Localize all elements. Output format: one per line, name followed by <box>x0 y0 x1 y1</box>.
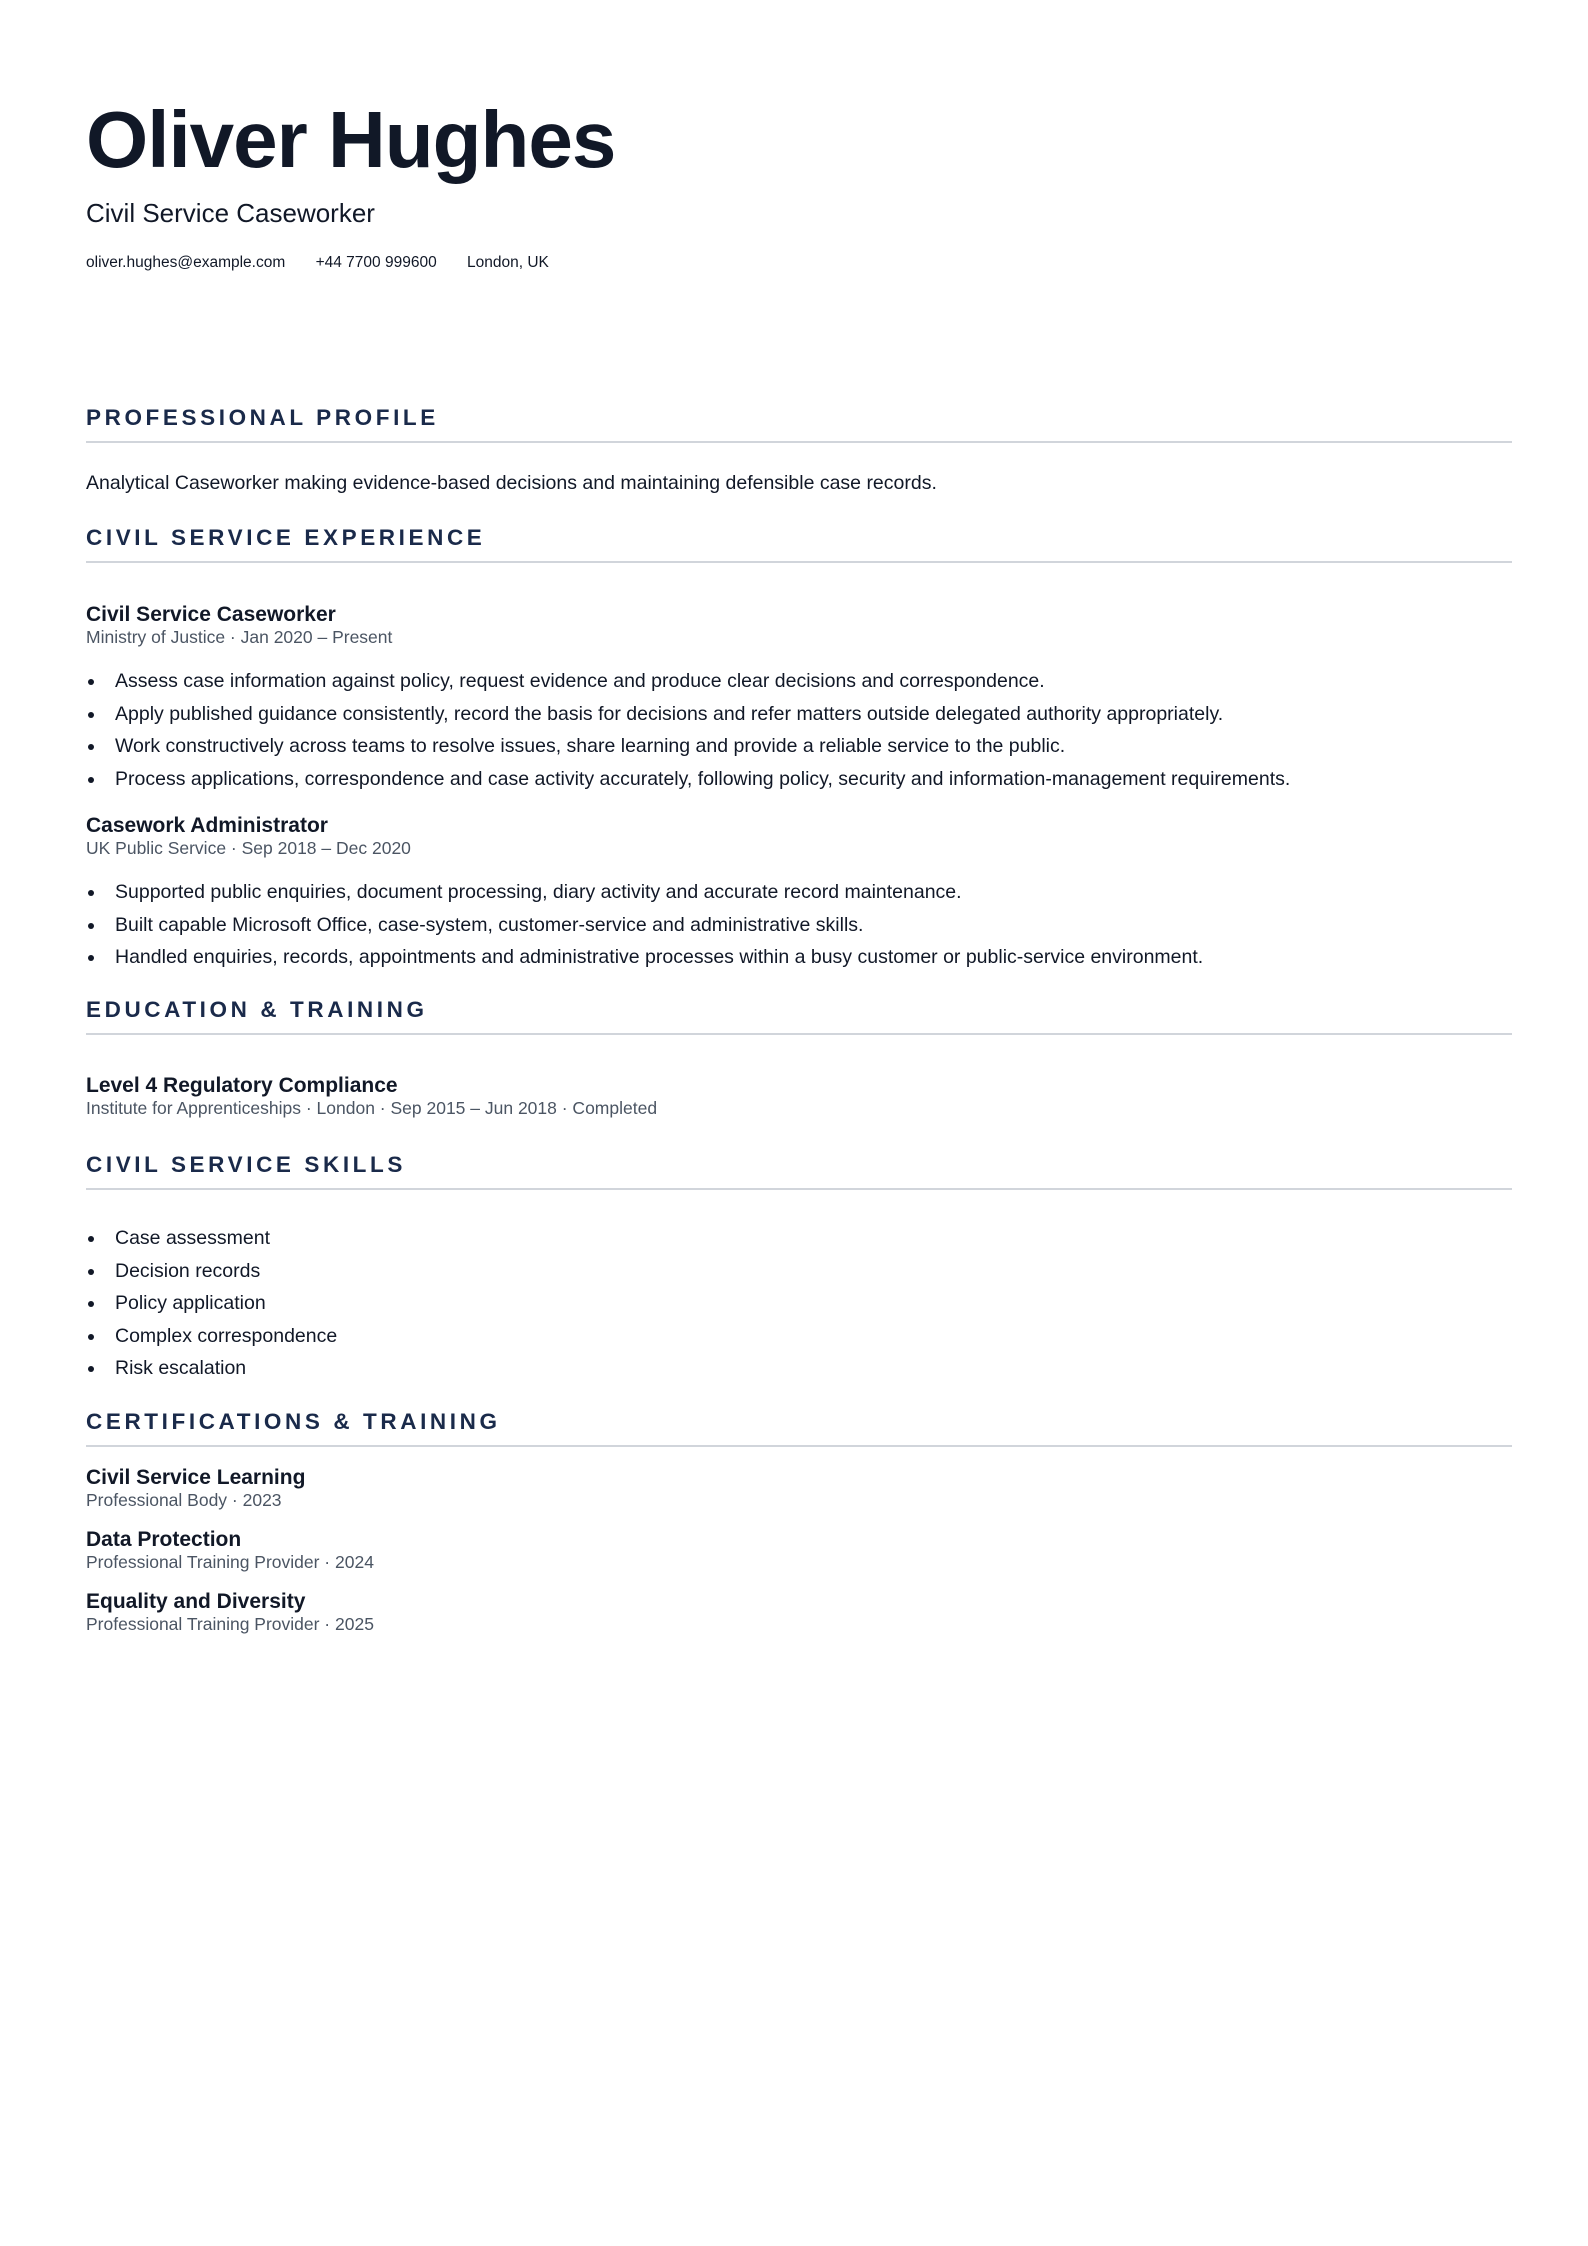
list-item: Handled enquiries, records, appointments and administrative processes within a busy customer or public-service environment. <box>86 941 1203 974</box>
skill-item: Decision records <box>86 1255 337 1288</box>
job-title: Civil Service Caseworker <box>86 603 336 626</box>
certification-name: Equality and Diversity <box>86 1590 306 1613</box>
section-title-skills: CIVIL SERVICE SKILLS <box>86 1152 406 1177</box>
skill-item: Complex correspondence <box>86 1320 337 1353</box>
skills-list <box>86 1222 337 1385</box>
contact-phone[interactable]: +44 7700 999600 <box>315 254 437 271</box>
section-divider <box>86 561 1512 563</box>
section-title-certifications: CERTIFICATIONS & TRAINING <box>86 1409 501 1434</box>
list-item: Apply published guidance consistently, record the basis for decisions and refer matters outside delegated authority appropriately. <box>86 698 1290 731</box>
section-divider <box>86 441 1512 443</box>
candidate-name: Oliver Hughes <box>86 95 616 184</box>
job-meta: Ministry of Justice · Jan 2020 – Present <box>86 627 393 647</box>
list-item: Supported public enquiries, document processing, diary activity and accurate record maintenance. <box>86 876 1203 909</box>
list-item: Work constructively across teams to resolve issues, share learning and provide a reliable service to the public. <box>86 730 1290 763</box>
profile-summary: Analytical Caseworker making evidence-based decisions and maintaining defensible case records. <box>86 472 937 494</box>
contact-location: London, UK <box>467 254 549 271</box>
certification-name: Civil Service Learning <box>86 1466 306 1489</box>
job-title: Casework Administrator <box>86 814 328 837</box>
certification-meta: Professional Training Provider · 2024 <box>86 1552 374 1572</box>
skill-item: Risk escalation <box>86 1352 337 1385</box>
job-bullets <box>86 665 1290 795</box>
contact-email[interactable]: oliver.hughes@example.com <box>86 254 286 271</box>
job-bullets <box>86 876 1203 974</box>
section-divider <box>86 1445 1512 1447</box>
education-qualification: Level 4 Regulatory Compliance <box>86 1074 398 1097</box>
certification-meta: Professional Training Provider · 2025 <box>86 1614 374 1634</box>
certification-name: Data Protection <box>86 1528 242 1551</box>
skill-item: Policy application <box>86 1287 337 1320</box>
certification-meta: Professional Body · 2023 <box>86 1490 282 1510</box>
section-title-experience: CIVIL SERVICE EXPERIENCE <box>86 525 486 550</box>
skill-item: Case assessment <box>86 1222 337 1255</box>
list-item: Process applications, correspondence and case activity accurately, following policy, security and information-management requirements. <box>86 763 1290 796</box>
contact-line <box>86 253 575 273</box>
section-title-profile: PROFESSIONAL PROFILE <box>86 405 439 430</box>
job-meta: UK Public Service · Sep 2018 – Dec 2020 <box>86 838 411 858</box>
section-divider <box>86 1033 1512 1035</box>
education-meta: Institute for Apprenticeships · London · Sep 2015 – Jun 2018 · Completed <box>86 1098 658 1118</box>
list-item: Built capable Microsoft Office, case-system, customer-service and administrative skills. <box>86 909 1203 942</box>
list-item: Assess case information against policy, request evidence and produce clear decisions and correspondence. <box>86 665 1290 698</box>
section-title-education: EDUCATION & TRAINING <box>86 997 428 1022</box>
section-divider <box>86 1188 1512 1190</box>
candidate-headline: Civil Service Caseworker <box>86 198 375 228</box>
